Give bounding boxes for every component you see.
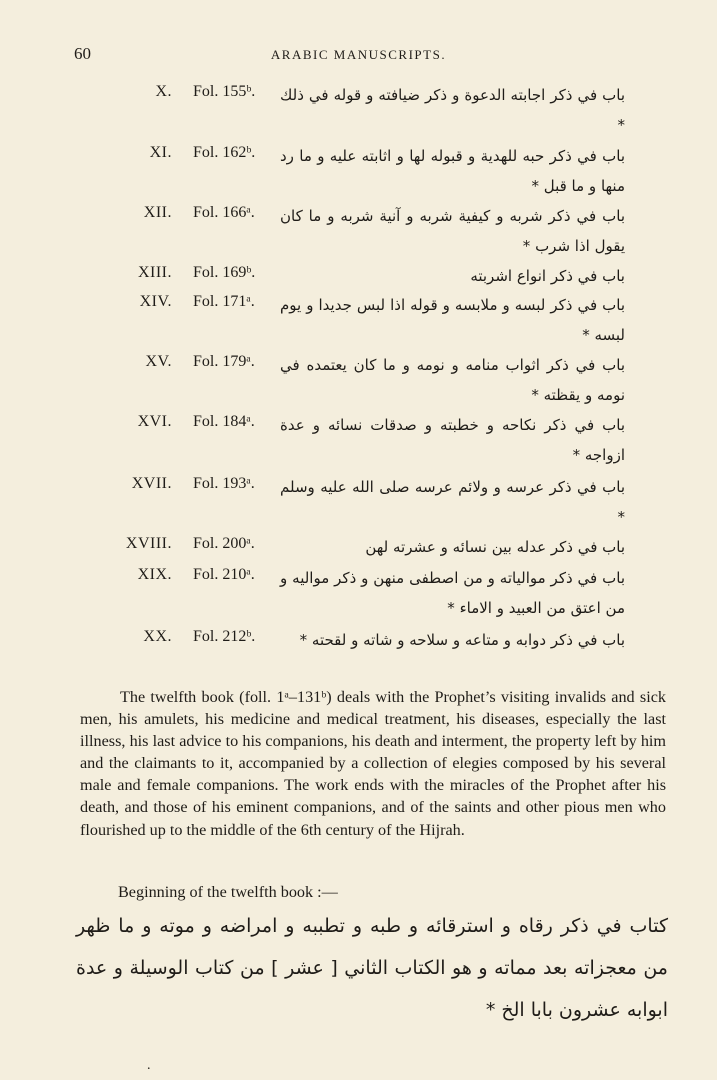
chapter-arabic-title: باب في ذكر دوابه و متاعه و سلاحه و شاته و لقحته * — [299, 631, 625, 649]
chapter-number: X. — [155, 83, 172, 100]
chapter-entry — [0, 80, 717, 141]
folio-reference: Fol. 179ᵃ. — [193, 353, 255, 370]
chapter-number: XIV. — [139, 293, 172, 310]
folio-reference: Fol. 171ᵃ. — [193, 293, 255, 310]
running-title: ARABIC MANUSCRIPTS. — [270, 47, 447, 62]
chapter-number: XVI. — [137, 413, 172, 430]
folio-reference: Fol. 200ᵃ. — [193, 535, 255, 552]
arabic-quotation: كتاب في ذكر رقاه و استرقائه و طبه و تطببه و امراضه و موته و ما ظهر من معجزاته بعد مماته و هو الكتاب الثاني [ عشر ] من كتاب الوسيلة و عدة ابوابه عشرون بابا الخ * — [76, 915, 668, 1021]
chapter-entry — [0, 290, 717, 350]
chapter-arabic-title: باب في ذكر عدله بين نسائه و عشرته لهن — [365, 538, 625, 556]
chapter-number: XVIII. — [125, 535, 172, 552]
folio-reference: Fol. 166ᵃ. — [193, 204, 255, 221]
chapter-arabic-title: باب في ذكر موالياته و من اصطفى منهن و ذكر مواليه و من اعتق من العبيد و الاماء * — [280, 569, 625, 617]
chapter-arabic-title: باب في ذكر حبه للهدية و قبوله لها و اثابته عليه و ما رد منها و ما قبل * — [280, 147, 625, 195]
chapter-number: XV. — [145, 353, 172, 370]
folio-reference: Fol. 193ᵃ. — [193, 475, 255, 492]
folio-reference: Fol. 162ᵇ. — [193, 144, 256, 161]
chapter-arabic-title: باب في ذكر اثواب منامه و نومه و ما كان يعتمده في نومه و يقظته * — [280, 356, 625, 404]
chapter-entry — [0, 563, 717, 625]
footer-mark: . — [147, 1058, 151, 1073]
chapter-entry — [0, 625, 717, 685]
chapter-number: XX. — [143, 628, 172, 645]
beginning-label: Beginning of the twelfth book :— — [118, 883, 338, 901]
chapter-entry — [0, 532, 717, 563]
chapter-arabic-title: باب في ذكر عرسه و ولائم عرسه صلى الله عليه وسلم * — [280, 478, 625, 526]
chapter-arabic-title: باب في ذكر انواع اشربته — [470, 267, 625, 285]
chapter-number: XIII. — [137, 264, 172, 281]
folio-reference: Fol. 184ᵃ. — [193, 413, 255, 430]
chapter-entry — [0, 261, 717, 290]
folio-reference: Fol. 210ᵃ. — [193, 566, 255, 583]
chapter-entry — [0, 201, 717, 261]
chapter-list — [0, 80, 717, 685]
chapter-arabic-title: باب في ذكر شربه و كيفية شربه و آنية شربه و ما كان يقول اذا شرب * — [280, 207, 625, 255]
chapter-entry — [0, 410, 717, 472]
chapter-number: XII. — [143, 204, 172, 221]
chapter-arabic-title: باب في ذكر نكاحه و خطبته و صدقات نسائه و عدة ازواجه * — [280, 416, 625, 464]
chapter-number: XVII. — [131, 475, 172, 492]
folio-reference: Fol. 169ᵇ. — [193, 264, 256, 281]
page-number: 60 — [74, 44, 91, 63]
chapter-number: XI. — [149, 144, 172, 161]
chapter-entry — [0, 141, 717, 201]
chapter-arabic-title: باب في ذكر لبسه و ملابسه و قوله اذا لبس جديدا و يوم لبسه * — [280, 296, 625, 344]
chapter-entry — [0, 350, 717, 410]
body-paragraph: The twelfth book (foll. 1ᵃ–131ᵇ) deals with the Prophet’s visiting invalids and sick men, his amulets, his medicine and medical treatment, his diseases, especially the last illness, his last advice to his companions, his death and interment, the property left by him and the claimants to it, accompanied by a collection of elegies composed by his several male and female companions. The work ends with the miracles of the Prophet after his death, and those of his eminent companions, and of the saints and other pious men who flourished up to the middle of the 6th century of the Hijrah. — [80, 688, 666, 839]
folio-reference: Fol. 155ᵇ. — [193, 83, 256, 100]
chapter-number: XIX. — [137, 566, 172, 583]
folio-reference: Fol. 212ᵇ. — [193, 628, 256, 645]
chapter-entry — [0, 472, 717, 532]
chapter-arabic-title: باب في ذكر اجابته الدعوة و ذكر ضيافته و قوله في ذلك * — [280, 86, 625, 134]
